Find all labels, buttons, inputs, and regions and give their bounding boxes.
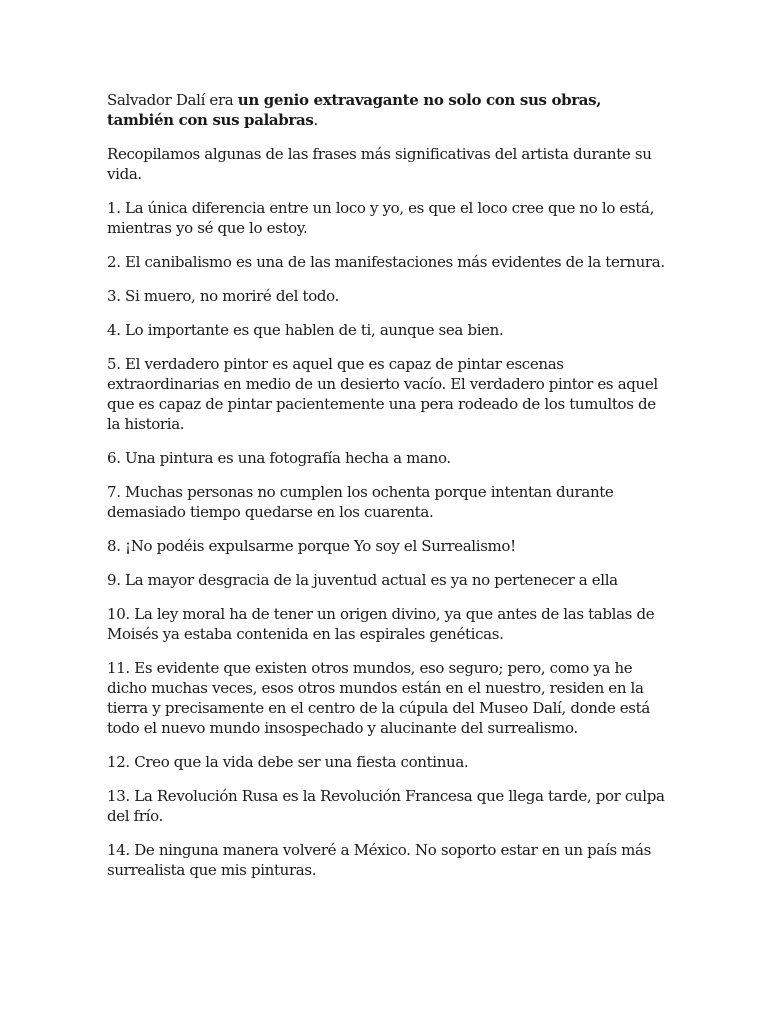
intro-bold-text: un genio extravagante no solo con sus obras, también con sus palabras [107, 91, 602, 129]
quote-paragraph: 3. Si muero, no moriré del todo. [107, 287, 339, 305]
quote-paragraph: 14. De ninguna manera volveré a México. No soporto estar en un país más surrealista que mis pinturas. [107, 841, 651, 879]
intro-paragraph [107, 90, 667, 130]
quote-paragraph: 6. Una pintura es una fotografía hecha a mano. [107, 449, 451, 467]
quote-paragraph: 11. Es evidente que existen otros mundos, eso seguro; pero, como ya he dicho muchas veces, esos otros mundos están en el nuestro, residen en la tierra y precisamente en el centro de la cúpula del Museo Dalí, donde está todo el nuevo mundo insospechado y alucinante del surrealismo. [107, 659, 650, 737]
subtitle-paragraph: Recopilamos algunas de las frases más significativas del artista durante su vida. [107, 145, 652, 183]
quote-paragraph: 10. La ley moral ha de tener un origen divino, ya que antes de las tablas de Moisés ya estaba contenida en las espirales genéticas. [107, 605, 655, 643]
intro-prefix: Salvador Dalí era [107, 91, 238, 109]
quote-paragraph: 8. ¡No podéis expulsarme porque Yo soy el Surrealismo! [107, 537, 516, 555]
quote-paragraph: 2. El canibalismo es una de las manifestaciones más evidentes de la ternura. [107, 253, 665, 271]
quote-paragraph: 13. La Revolución Rusa es la Revolución Francesa que llega tarde, por culpa del frío. [107, 787, 665, 825]
quote-paragraph: 7. Muchas personas no cumplen los ochenta porque intentan durante demasiado tiempo quedarse en los cuarenta. [107, 483, 614, 521]
quote-paragraph: 5. El verdadero pintor es aquel que es capaz de pintar escenas extraordinarias en medio de un desierto vacío. El verdadero pintor es aquel que es capaz de pintar pacientemente una pera rodeado de los tumultos de la historia. [107, 355, 658, 433]
intro-suffix: . [313, 111, 318, 129]
quote-paragraph: 12. Creo que la vida debe ser una fiesta continua. [107, 753, 469, 771]
quote-paragraph: 1. La única diferencia entre un loco y yo, es que el loco cree que no lo está, mientras yo sé que lo estoy. [107, 199, 654, 237]
quote-paragraph: 9. La mayor desgracia de la juventud actual es ya no pertenecer a ella [107, 571, 618, 589]
document-page [107, 90, 667, 894]
quote-paragraph: 4. Lo importante es que hablen de ti, aunque sea bien. [107, 321, 504, 339]
